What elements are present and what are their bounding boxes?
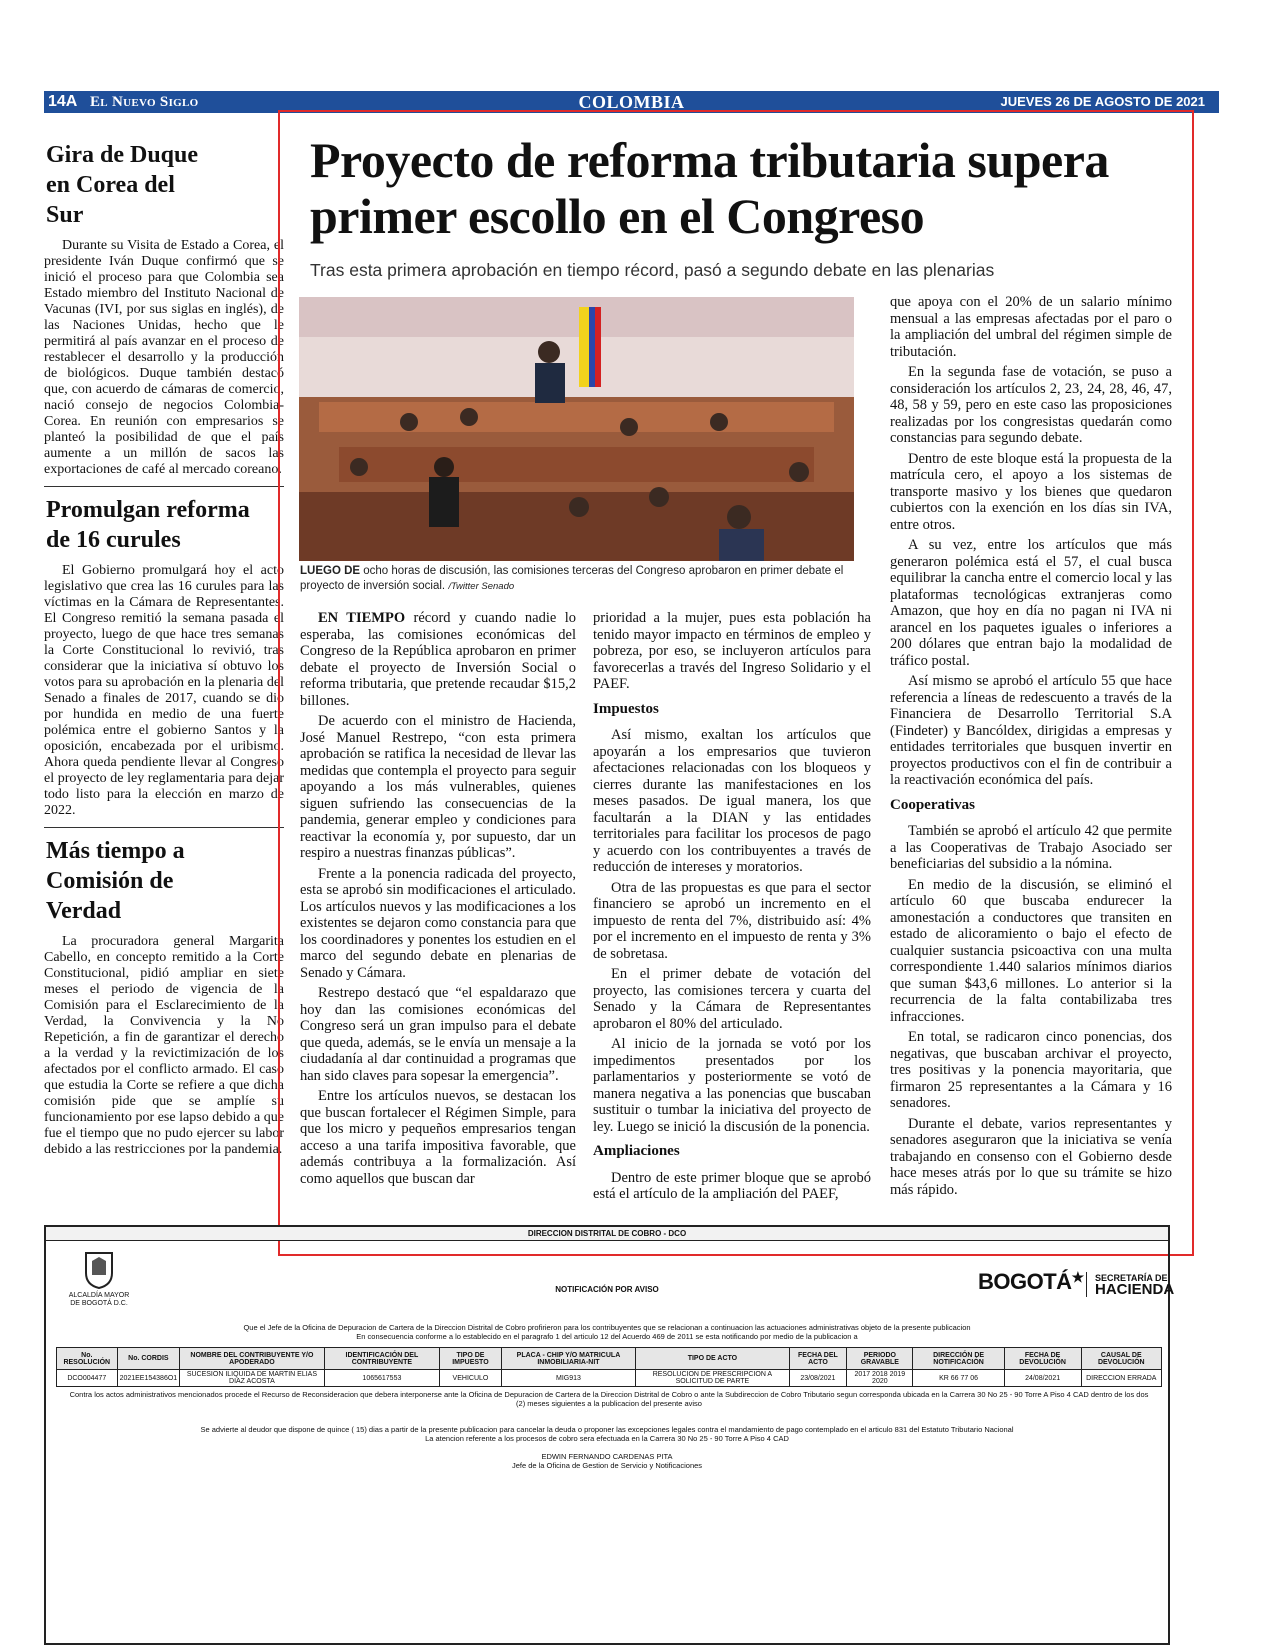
table-cell: 23/08/2021 (789, 1370, 847, 1387)
paragraph: Frente a la ponencia radicada del proyecto, esta se aprobó sin modificaciones el articulado. Los artículos nuevos y las modificaciones a los existentes se dejaron como constancia para que los coordinadores y ponentes los estudien en el marco del segundo debate en plenarias de Senado y Cámara. (300, 865, 576, 981)
notice-recourse: Contra los actos administrativos mencionados procede el Recurso de Reconsideracion que debera interponerse ante la Oficina de Depuracion de Cartera de la Direccion Distrital de Cobro o ante la Subdireccion de Cobro Tributario segun corresponda ubicada en la Carrera 30 No 25 - 90 Torre A Piso 4 CAD dentro de los dos (2) meses siguientes a la publicacion del presente aviso (69, 1390, 1149, 1408)
table-cell: SUCESION ILIQUIDA DE MARTIN ELIAS DIAZ ACOSTA (180, 1370, 324, 1387)
main-article (278, 110, 1194, 1256)
paragraph: Otra de las propuestas es que para el sector financiero se aprobó un incremento en el impuesto de renta del 7%, distribuido así: 4% por el incremento en el impuesto de renta y 3% de sobretasa. (593, 879, 871, 962)
table-header: IDENTIFICACIÓN DEL CONTRIBUYENTE (324, 1348, 439, 1370)
hacienda-line2: HACIENDA (1095, 1281, 1175, 1298)
table-header: TIPO DE IMPUESTO (440, 1348, 502, 1370)
paragraph: A su vez, entre los artículos que más generaron polémica está el 57, el cual busca equilibrar la cancha entre el comercio local y las plataformas tecnológicas extranjeras como Amazon, que hoy en día no pagan ni IVA ni arancel en los paquetes iguales o inferiores a 200 dólares que entran bajo la modalidad de tráfico postal. (890, 537, 1172, 669)
table-header: FECHA DEL ACTO (789, 1348, 847, 1370)
article-photo (299, 297, 854, 561)
paragraph (300, 610, 576, 709)
alcaldia-label: ALCALDÍA MAYOR DE BOGOTÁ D.C. (68, 1292, 130, 1307)
table-header: FECHA DE DEVOLUCIÓN (1004, 1348, 1081, 1370)
brief-body: El Gobierno promulgará hoy el acto legislativo que crea las 16 curules para las víctimas en la Cámara de Representantes. El Congreso remitió la semana pasada el proyecto, luego de que hace tres semanas la Corte Constitucional lo revivió, tras considerar que la iniciativa sí obtuvo los votos para su aprobación en la plenaria del Senado a finales de 2017, cuando se dio por hundida en medio de una fuerte polémica entre el gobierno Santos y la oposición, encabezada por el uribismo. Ahora queda pendiente llevar al Congreso el proyecto de ley reglamentaria para dejar todo listo para la elección en marzo de 2022. (44, 563, 284, 818)
article-column-2 (593, 610, 871, 1207)
table-cell: RESOLUCION DE PRESCRIPCION A SOLICITUD DE PARTE (636, 1370, 789, 1387)
paragraph: que apoya con el 20% de un salario mínimo mensual a las empresas afectadas por el paro o la ampliación del umbral del régimen simple de tributación. (890, 294, 1172, 360)
table-cell: DCO004477 (57, 1370, 118, 1387)
table-row (57, 1370, 1162, 1387)
article-title: Proyecto de reforma tributaria supera primer escollo en el Congreso (310, 132, 1109, 244)
paragraph-text: récord y cuando nadie lo esperaba, las comisiones económicas del Congreso de la República aprobaron en primer debate el proyecto de Inversión Social o reforma tributaria, que pretende recaudar $15,2 billones. (300, 610, 576, 709)
paragraph: Dentro de este primer bloque que se aprobó está el artículo de la ampliación del PAEF, (593, 1169, 871, 1202)
brief-title: Gira de Duque en Corea del Sur (46, 142, 199, 228)
official-notice (44, 1225, 1175, 1645)
table-header-row (57, 1348, 1162, 1370)
subheading: Ampliaciones (593, 1143, 680, 1159)
subheading: Cooperativas (890, 796, 975, 813)
paragraph: Restrepo destacó que “el espaldarazo que hoy dan las comisiones económicas del Congreso será un gran impulso para el debate que queda, además, se le envía un mensaje a la ciudadanía al dar continuidad a programas que han sido claves para sopesar la emergencia”. (300, 985, 576, 1084)
article-column-1 (300, 610, 576, 1191)
caption-text: ocho horas de discusión, las comisiones terceras del Congreso aprobaron en primer debate el proyecto de inversión social. (300, 565, 844, 592)
notice-header: DIRECCION DISTRITAL DE COBRO - DCO (46, 1227, 1168, 1241)
issue-date: JUEVES 26 DE AGOSTO DE 2021 (1000, 94, 1205, 109)
lead-in: EN TIEMPO (318, 610, 406, 626)
article-column-3 (890, 294, 1172, 1202)
table-header: PLACA - CHIP Y/O MATRICULA INMOBILIARIA-NIT (501, 1348, 635, 1370)
star-icon: ★ (1071, 1269, 1084, 1285)
hacienda-logo (1086, 1272, 1174, 1297)
section-name: COLOMBIA (578, 92, 685, 112)
paragraph: En la segunda fase de votación, se puso a consideración los artículos 2, 23, 24, 28, 46, 47, 48, 58 y 59, pero en este caso las proposiciones realizadas por los congresistas quedarán como constancias para segundo debate. (890, 364, 1172, 446)
paragraph: Durante el debate, varios representantes y senadores aseguraron que la iniciativa se venía trabajando en consenso con el Gobierno desde hace meses atrás por lo que su trámite se hizo más rápido. (890, 1115, 1172, 1198)
paragraph: En medio de la discusión, se eliminó el artículo 60 que buscaba endurecer la amonestación a conductores que transiten en estado de alicoramiento o bajo el efecto de cualquier sustancia psicoactiva con una multa correspondiente 1.440 salarios mínimos diarios que suman $43,6 millones. Lo anterior si la recurrencia de la falta contabilizaba tres infracciones. (890, 876, 1172, 1025)
page-number: 14A (48, 93, 78, 110)
subheading: Impuestos (593, 700, 659, 717)
hacienda-line1: SECRETARÍA DE (1095, 1273, 1168, 1283)
table-cell: VEHICULO (440, 1370, 502, 1387)
paragraph: Así mismo se aprobó el artículo 55 que hace referencia a líneas de redescuento a través de la Financiera de Desarrollo Territorial S.A (Findeter) y Bancóldex, dirigidas a empresas y entidades territoriales que busquen invertir en proyectos productivos con el fin de contribuir a la reactivación económica del país. (890, 673, 1172, 788)
article-subtitle: Tras esta primera aprobación en tiempo récord, pasó a segundo debate en las plenarias (310, 260, 995, 280)
caption-lead: LUEGO DE (300, 565, 361, 577)
paragraph: Entre los artículos nuevos, se destacan los que buscan fortalecer el Régimen Simple, para que los micro y pequeños empresarios tengan acceso a una tarifa impositiva favorable, que además contribuya a la formalización. Así como aquellos que buscan dar (300, 1088, 576, 1187)
paragraph: Dentro de este bloque está la propuesta de la matrícula cero, el apoyo a los sistemas de transporte masivo y los bienes que quedaron cubiertos con la exención en los días sin IVA, entre otros. (890, 450, 1172, 533)
bogota-wordmark: BOGOTÁ (978, 1269, 1072, 1294)
paragraph: Al inicio de la jornada se votó por los impedimentos presentados por los parlamentarios y posteriormente se votó de manera negativa a las ponencias que buscaban sustituir o tumbar la iniciativa del proyecto de ley. Luego se inició la discusión de la ponencia. (593, 1036, 871, 1135)
notice-attention: La atencion referente a los procesos de cobro sera efectuada en la Carrera 30 No 25 - 90 Torre A Piso 4 CAD (425, 1434, 789, 1443)
newspaper-name: El Nuevo Siglo (90, 94, 199, 110)
notice-warning: Se advierte al deudor que dispone de quince ( 15) dias a partir de la presente publicacion para cancelar la deuda o proponer las excepciones legales contra el mandamiento de pago contemplado en el articulo 831 del Estatuto Tributario Nacional (200, 1425, 1014, 1434)
table-header: DIRECCIÓN DE NOTIFICACIÓN (913, 1348, 1004, 1370)
brief-title: Más tiempo a Comisión de Verdad (46, 838, 185, 924)
table-cell: MIG913 (501, 1370, 635, 1387)
notice-intro-2: En consecuencia conforme a lo establecido en el paragrafo 1 del articulo 12 del Acuerdo 469 de 2011 se esta notificando por medio de la publicacion a (356, 1332, 858, 1341)
paragraph: En total, se radicaron cinco ponencias, dos negativas, que buscaban archivar el proyecto, tres positivas y la ponencia mayoritaria, que firmaron 25 representantes a la Cámara y 16 senadores. (890, 1029, 1172, 1111)
table-header: TIPO DE ACTO (636, 1348, 789, 1370)
table-cell: DIRECCION ERRADA (1081, 1370, 1161, 1387)
table-cell: KR 66 77 06 (913, 1370, 1004, 1387)
paragraph: prioridad a la mujer, pues esta población ha tenido mayor impacto en términos de empleo y pobreza, por eso, se incluyeron artículos para favorecerlas a través del Ingreso Solidario y el PAEF. (593, 610, 871, 692)
table-header: No. RESOLUCIÓN (57, 1348, 118, 1370)
table-cell: 2021EE154386O1 (117, 1370, 180, 1387)
divider (44, 486, 284, 487)
paragraph: En el primer debate de votación del proyecto, las comisiones tercera y cuarta del Senado y la Cámara de Representantes aprobaron el 80% del articulado. (593, 966, 871, 1032)
brief-body: La procuradora general Margarita Cabello, en concepto remitido a la Corte Constitucional, pidió ampliar en siete meses el periodo de vigencia de la Comisión para el Esclarecimiento de la Verdad, la Convivencia y la No Repetición, a fin de garantizar el derecho a la verdad y la revictimización de los afectados por el conflicto armado. El caso que estudia la Corte se refiere a que dicha comisión pide que se amplíe su funcionamiento por ese lapso debido a que fue el tiempo que no pudo ejercer su labor debido a las restricciones por la pandemia. (44, 934, 284, 1157)
table-header: PERIODO GRAVABLE (847, 1348, 913, 1370)
table-header: NOMBRE DEL CONTRIBUYENTE Y/O APODERADO (180, 1348, 324, 1370)
table-header: No. CORDIS (117, 1348, 180, 1370)
notice-intro: Que el Jefe de la Oficina de Depuracion de Cartera de la Direccion Distrital de Cobro profirieron para los contribuyentes que se relacionan a continuacion las actuaciones administrativas objeto de la presente publicacion (243, 1323, 971, 1332)
brief-body: Durante su Visita de Estado a Corea, el presidente Iván Duque confirmó que se inició el proceso para que Colombia sea Estado miembro del Instituto Nacional de Vacunas (IVI, por sus siglas en inglés), de las Naciones Unidas, hecho que le permitirá al país avanzar en el proceso de restablecer el desarrollo y la producción de biológicos. Duque también destacó que, con acuerdo de cámaras de comercio, nació consejo de negocios Colombia-Corea. En reunión con empresarios se planteó la posibilidad de que el país aumente a un millón de sacos las exportaciones de café al mercado coreano. (44, 238, 284, 477)
sidebar-briefs (44, 140, 284, 1166)
coat-of-arms-icon (84, 1251, 114, 1289)
paragraph: Así mismo, exaltan los artículos que apoyarán a los empresarios que tuvieron afectaciones relacionadas con los bloqueos y cierres durante las manifestaciones en los meses pasados. De igual manera, los que facultarán a la DIAN y las entidades territoriales para facilitar los procesos de pago y acuerdo con los contribuyentes a través de reducción de intereses y moratorios. (593, 727, 871, 875)
notice-table (56, 1347, 1162, 1387)
bogota-logo (978, 1269, 1084, 1295)
table-cell: 2017 2018 2019 2020 (847, 1370, 913, 1387)
table-cell: 24/08/2021 (1004, 1370, 1081, 1387)
paragraph: De acuerdo con el ministro de Hacienda, José Manuel Restrepo, “con esta primera aprobación se ratifica la necesidad de llevar las medidas que contempla el proyecto para seguir apoyando a los más vulnerables, quienes siguen sufriendo las consecuencias de la pandemia, generar empleo y condiciones para reactivar la economía y, por supuesto, dar un respiro a nuestras finanzas públicas”. (300, 713, 576, 861)
notice-title: NOTIFICACIÓN POR AVISO (555, 1285, 659, 1294)
signatory-name: EDWIN FERNANDO CARDENAS PITA (541, 1452, 673, 1461)
paragraph: También se aprobó el artículo 42 que permite a las Cooperativas de Trabajo Asociado ser beneficiarias del subsidio a la nómina. (890, 823, 1172, 872)
brief-title: Promulgan reforma de 16 curules (46, 497, 250, 553)
table-header: CAUSAL DE DEVOLUCIÓN (1081, 1348, 1161, 1370)
caption-credit: /Twitter Senado (448, 581, 515, 592)
photo-caption (300, 564, 852, 594)
signatory-title: Jefe de la Oficina de Gestion de Servicio y Notificaciones (511, 1461, 703, 1470)
divider (44, 827, 284, 828)
table-cell: 1065617553 (324, 1370, 439, 1387)
